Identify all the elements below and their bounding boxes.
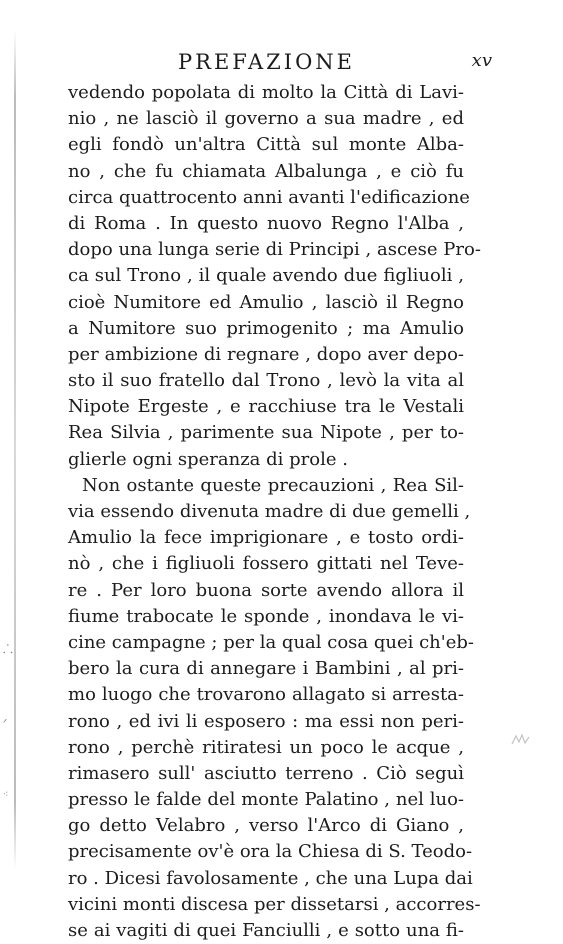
text-line: Nipote Ergeste , e racchiuse tra le Vestali — [68, 396, 464, 418]
text-line: sto il suo fratello dal Trono , levò la vita al — [68, 370, 464, 392]
faint-library-stamp-icon — [510, 732, 532, 748]
text-line: Rea Silvia , parimente sua Nipote , per to- — [68, 422, 464, 444]
text-line: presso le falde del monte Palatino , nel luo- — [68, 789, 464, 811]
text-line: precisamente ov'è ora la Chiesa di S. Teodo- — [68, 841, 473, 863]
page-number: xv — [471, 50, 492, 71]
text-line: bero la cura di annegare i Bambini , al pri- — [68, 658, 464, 680]
body-text — [68, 80, 481, 944]
text-line: mo luogo che trovarono allagato si arresta- — [68, 684, 464, 706]
margin-smudge-mark: ⁖ — [3, 790, 9, 800]
page-gutter-shadow — [14, 30, 16, 870]
text-line: rimasero sull' asciutto terreno . Ciò seguì — [68, 762, 464, 784]
text-line: vicini monti discesa per dissetarsi , accorres- — [68, 893, 481, 915]
paragraph-first-line: Non ostante queste precauzioni , Rea Sil- — [82, 474, 464, 496]
margin-smudge-mark: ⸫ — [3, 642, 13, 656]
text-line: cine campagne ; per la qual cosa quei ch'eb- — [68, 631, 474, 653]
text-line: per ambizione di regnare , dopo aver depo- — [68, 343, 464, 365]
text-line: vedendo popolata di molto la Città di Lavi- — [68, 82, 464, 103]
text-line: no , che fu chiamata Albalunga , e ciò fu — [68, 160, 464, 182]
text-line: egli fondò un'altra Città sul monte Alba- — [68, 134, 464, 156]
text-line: circa quattrocento anni avanti l'edificazione — [68, 186, 470, 208]
text-line: fiume trabocate le sponde , inondava le vi- — [68, 605, 464, 627]
text-line: nò , che i figliuoli fossero gittati nel Teve- — [68, 553, 464, 575]
text-line: dopo una lunga serie di Principi , ascese Pro- — [68, 239, 481, 261]
text-line: nio , ne lasciò il governo a sua madre , ed — [68, 108, 464, 130]
text-line: Amulio la fece imprigionare , e tosto ordi- — [68, 527, 464, 549]
running-title: PREFAZIONE — [178, 50, 355, 74]
text-line: di Roma . In questo nuovo Regno l'Alba , — [68, 212, 464, 234]
text-line: re . Per loro buona sorte avendo allora il — [68, 579, 464, 601]
text-line: a Numitore suo primogenito ; ma Amulio — [68, 317, 464, 339]
text-line: rono , perchè ritiratesi un poco le acque , — [68, 736, 464, 758]
text-line: ro . Dicesi favolosamente , che una Lupa dai — [68, 867, 473, 889]
text-line: cioè Numitore ed Amulio , lasciò il Regno — [68, 291, 464, 313]
text-line: ca sul Trono , il quale avendo due figliuoli , — [68, 265, 464, 287]
text-line: rono , ed ivi li esposero : ma essi non peri- — [68, 710, 464, 732]
text-line: go detto Velabro , verso l'Arco di Giano , — [68, 815, 464, 837]
text-line: via essendo divenuta madre di due gemelli , — [68, 501, 471, 522]
text-line: se ai vagiti di quei Fanciulli , e sotto una fi- — [68, 920, 464, 941]
page-header — [60, 50, 500, 78]
paragraph-last-line: glierle ogni speranza di prole . — [68, 448, 348, 470]
margin-smudge-mark: ᐟ — [3, 718, 8, 729]
